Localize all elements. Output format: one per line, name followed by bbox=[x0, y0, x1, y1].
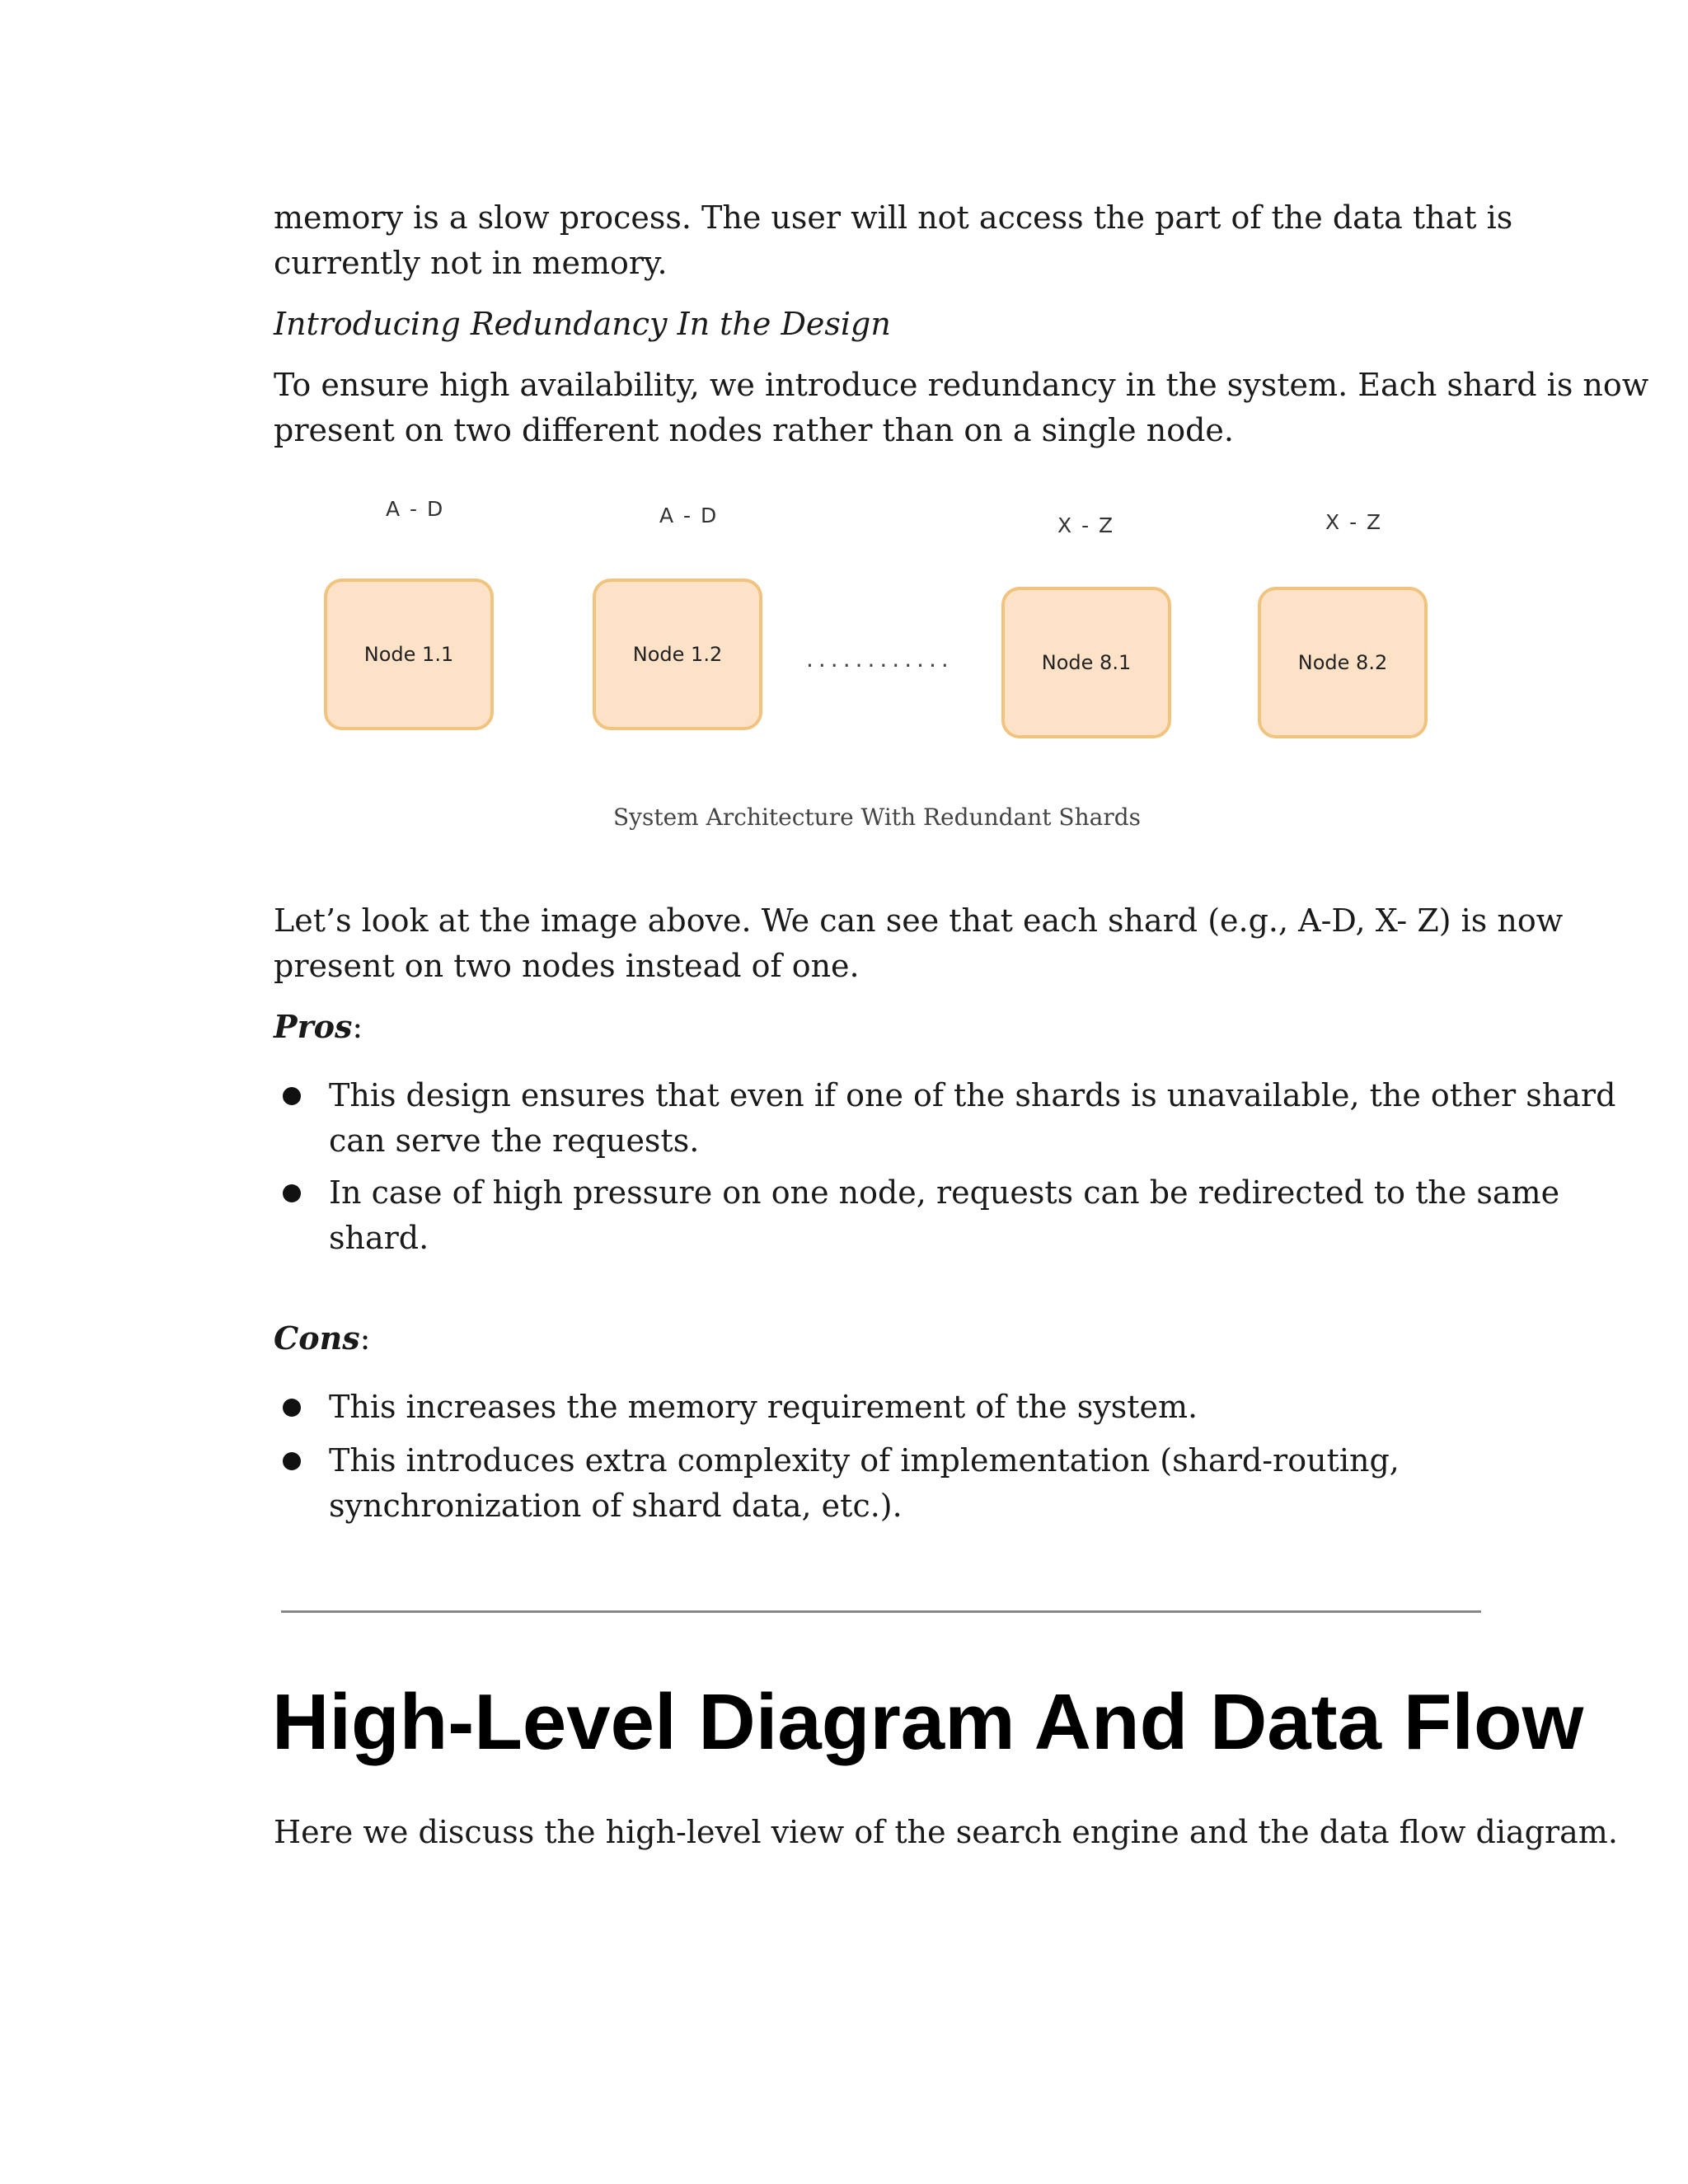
subheading-redundancy: Introducing Redundancy In the Design bbox=[274, 306, 891, 342]
shard-label-node-8-2: X - Z bbox=[1325, 510, 1383, 534]
pros-heading bbox=[274, 1004, 363, 1050]
cons-label: Cons bbox=[274, 1319, 360, 1357]
paragraph-section: Here we discuss the high-level view of the search engine and the data flow diagram. bbox=[274, 1814, 1618, 1850]
bullet-icon bbox=[283, 1399, 301, 1417]
redundant-shards-diagram bbox=[313, 482, 1467, 754]
shard-label-node-8-1: X - Z bbox=[1057, 513, 1115, 537]
bullet-icon bbox=[283, 1087, 301, 1105]
paragraph-redundancy-line-2: present on two different nodes rather than on a single node. bbox=[274, 412, 1234, 448]
paragraph-memory-line-2: currently not in memory. bbox=[274, 245, 668, 281]
paragraph-redundancy-line-1: To ensure high availability, we introduce redundancy in the system. Each shard is now bbox=[274, 367, 1649, 403]
cons-list bbox=[274, 1385, 1400, 1529]
list-item-line: This design ensures that even if one of the shards is unavailable, the other shard bbox=[329, 1077, 1616, 1113]
node-1-1 bbox=[324, 579, 494, 730]
list-item bbox=[274, 1073, 1615, 1164]
node-label: Node 1.1 bbox=[363, 643, 454, 666]
node-1-2 bbox=[593, 579, 762, 730]
diagram-caption: System Architecture With Redundant Shards bbox=[612, 804, 1142, 831]
node-label: Node 1.2 bbox=[632, 643, 723, 666]
node-8-1 bbox=[1001, 587, 1171, 738]
bullet-icon bbox=[283, 1184, 301, 1202]
section-divider bbox=[281, 1610, 1481, 1613]
list-item-line: shard. bbox=[329, 1220, 429, 1256]
shard-label-node-1-2: A - D bbox=[659, 504, 719, 527]
list-item bbox=[274, 1170, 1615, 1261]
pros-list bbox=[274, 1073, 1615, 1261]
ellipsis-dots: ............ bbox=[806, 645, 954, 673]
node-label: Node 8.2 bbox=[1297, 651, 1388, 674]
cons-heading bbox=[274, 1315, 370, 1361]
section-heading: High-Level Diagram And Data Flow bbox=[272, 1678, 1584, 1766]
cons-colon: : bbox=[359, 1320, 371, 1357]
paragraph-look-line-1: Let’s look at the image above. We can see that each shard (e.g., A-D, X- Z) is now bbox=[274, 902, 1564, 939]
shard-label-node-1-1: A - D bbox=[386, 497, 445, 521]
pros-colon: : bbox=[352, 1009, 363, 1045]
pros-label: Pros bbox=[274, 1008, 353, 1045]
list-item-line: This increases the memory requirement of the system. bbox=[329, 1389, 1198, 1425]
node-label: Node 8.1 bbox=[1041, 651, 1132, 674]
list-item-line: can serve the requests. bbox=[329, 1122, 700, 1159]
paragraph-memory-line-1: memory is a slow process. The user will not access the part of the data that is bbox=[274, 199, 1513, 236]
list-item bbox=[274, 1438, 1400, 1529]
list-item bbox=[274, 1385, 1400, 1430]
list-item-line: This introduces extra complexity of implementation (shard-routing, bbox=[329, 1442, 1400, 1479]
node-8-2 bbox=[1258, 587, 1428, 738]
list-item-line: synchronization of shard data, etc.). bbox=[329, 1488, 903, 1524]
paragraph-look-line-2: present on two nodes instead of one. bbox=[274, 948, 860, 984]
list-item-line: In case of high pressure on one node, requests can be redirected to the same bbox=[329, 1174, 1560, 1211]
bullet-icon bbox=[283, 1452, 301, 1470]
